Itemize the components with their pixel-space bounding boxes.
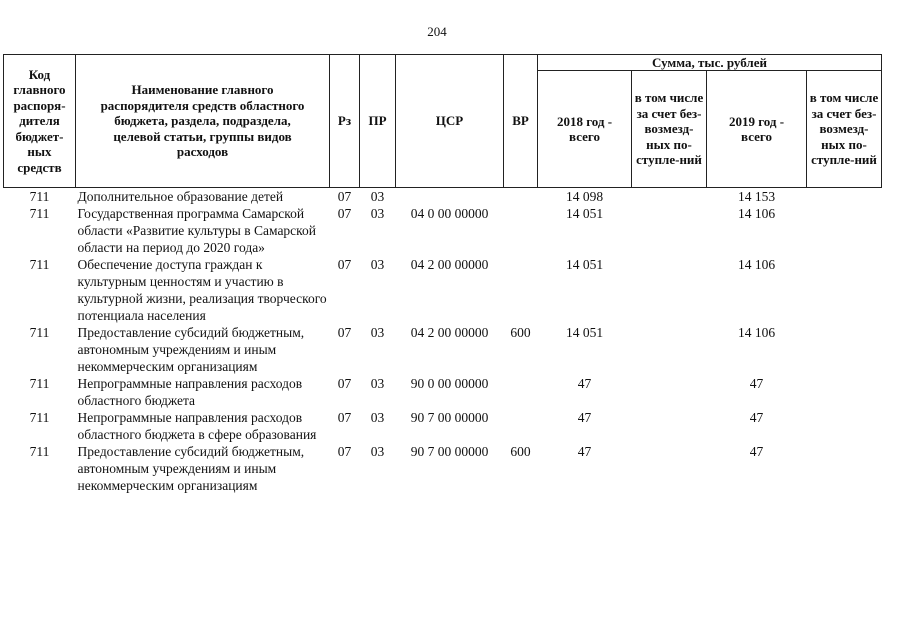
table-row <box>4 205 882 256</box>
cell-vr <box>504 409 538 443</box>
header-code: Код главного распоря-дителя бюджет-ных средств <box>4 55 76 188</box>
cell-code: 711 <box>29 257 50 272</box>
header-2019-free: в том числе за счет без-возмезд-ных по-ступле-ний <box>807 71 882 188</box>
cell-name: Обеспечение доступа граждан к культурным ценностям и участию в культурной жизни, реализация творческого потенциала населения <box>77 257 327 323</box>
page-number: 204 <box>427 24 447 39</box>
cell-rz: 07 <box>337 325 352 340</box>
cell-code: 711 <box>29 325 50 340</box>
cell-csr: 04 0 00 00000 <box>410 206 489 221</box>
cell-name: Предоставление субсидий бюджетным, автономным учреждениям и иным некоммерческим организациям <box>77 325 305 374</box>
cell-csr: 04 2 00 00000 <box>410 325 489 340</box>
cell-2019-free <box>807 409 882 443</box>
cell-pr: 03 <box>370 189 385 204</box>
budget-table <box>3 54 882 494</box>
cell-2018-total: 14 051 <box>565 325 604 340</box>
cell-2018-free <box>632 324 707 375</box>
table-row <box>4 188 882 206</box>
cell-code: 711 <box>29 410 50 425</box>
header-rz: Рз <box>330 55 360 188</box>
cell-code: 711 <box>29 189 50 204</box>
cell-csr: 90 0 00 00000 <box>410 376 489 391</box>
table-row <box>4 324 882 375</box>
cell-vr <box>504 188 538 206</box>
cell-name: Непрограммные направления расходов областного бюджета в сфере образования <box>77 410 317 442</box>
cell-rz: 07 <box>337 410 352 425</box>
header-name: Наименование главного распорядителя средств областного бюджета, раздела, подраздела, целевой статьи, группы видов расходов <box>76 55 330 188</box>
cell-vr <box>504 205 538 256</box>
cell-pr: 03 <box>370 257 385 272</box>
cell-pr: 03 <box>370 325 385 340</box>
cell-rz: 07 <box>337 189 352 204</box>
cell-pr: 03 <box>370 206 385 221</box>
cell-2018-total: 47 <box>577 410 592 425</box>
cell-2018-total: 47 <box>577 444 592 459</box>
header-vr: ВР <box>504 55 538 188</box>
header-2018-total: 2018 год - всего <box>538 71 632 188</box>
cell-2018-free <box>632 375 707 409</box>
header-2018-free: в том числе за счет без-возмезд-ных по-ступле-ний <box>632 71 707 188</box>
cell-vr: 600 <box>510 325 531 340</box>
table-row <box>4 375 882 409</box>
header-csr: ЦСР <box>396 55 504 188</box>
cell-2018-free <box>632 409 707 443</box>
cell-2019-total: 47 <box>749 376 764 391</box>
cell-2018-free <box>632 205 707 256</box>
cell-name: Непрограммные направления расходов областного бюджета <box>77 376 303 408</box>
cell-pr: 03 <box>370 376 385 391</box>
table-row <box>4 256 882 324</box>
cell-2018-total: 14 051 <box>565 206 604 221</box>
cell-csr: 90 7 00 00000 <box>410 444 489 459</box>
cell-2019-total: 47 <box>749 444 764 459</box>
cell-2019-free <box>807 188 882 206</box>
cell-pr: 03 <box>370 444 385 459</box>
cell-2019-free <box>807 256 882 324</box>
cell-code: 711 <box>29 206 50 221</box>
cell-csr <box>396 188 504 206</box>
cell-2019-total: 47 <box>749 410 764 425</box>
cell-2018-total: 14 051 <box>565 257 604 272</box>
cell-2018-free <box>632 443 707 494</box>
cell-2019-total: 14 106 <box>737 257 776 272</box>
cell-2018-total: 47 <box>577 376 592 391</box>
cell-code: 711 <box>29 376 50 391</box>
cell-name: Дополнительное образование детей <box>77 189 284 204</box>
cell-pr: 03 <box>370 410 385 425</box>
cell-csr: 90 7 00 00000 <box>410 410 489 425</box>
cell-2019-free <box>807 205 882 256</box>
cell-2019-free <box>807 375 882 409</box>
cell-2018-total: 14 098 <box>565 189 604 204</box>
table-row <box>4 409 882 443</box>
table-row <box>4 443 882 494</box>
cell-2018-free <box>632 256 707 324</box>
cell-2019-total: 14 153 <box>737 189 776 204</box>
cell-csr: 04 2 00 00000 <box>410 257 489 272</box>
cell-2019-free <box>807 443 882 494</box>
cell-2018-free <box>632 188 707 206</box>
cell-code: 711 <box>29 444 50 459</box>
cell-vr: 600 <box>510 444 531 459</box>
cell-vr <box>504 375 538 409</box>
cell-2019-total: 14 106 <box>737 206 776 221</box>
cell-name: Государственная программа Самарской области «Развитие культуры в Самарской области на период до 2020 года» <box>77 206 317 255</box>
cell-rz: 07 <box>337 206 352 221</box>
header-pr: ПР <box>360 55 396 188</box>
cell-name: Предоставление субсидий бюджетным, автономным учреждениям и иным некоммерческим организациям <box>77 444 305 493</box>
cell-rz: 07 <box>337 376 352 391</box>
cell-vr <box>504 256 538 324</box>
cell-2019-total: 14 106 <box>737 325 776 340</box>
cell-rz: 07 <box>337 444 352 459</box>
header-2019-total: 2019 год - всего <box>707 71 807 188</box>
cell-rz: 07 <box>337 257 352 272</box>
header-sum: Сумма, тыс. рублей <box>538 55 882 71</box>
cell-2019-free <box>807 324 882 375</box>
